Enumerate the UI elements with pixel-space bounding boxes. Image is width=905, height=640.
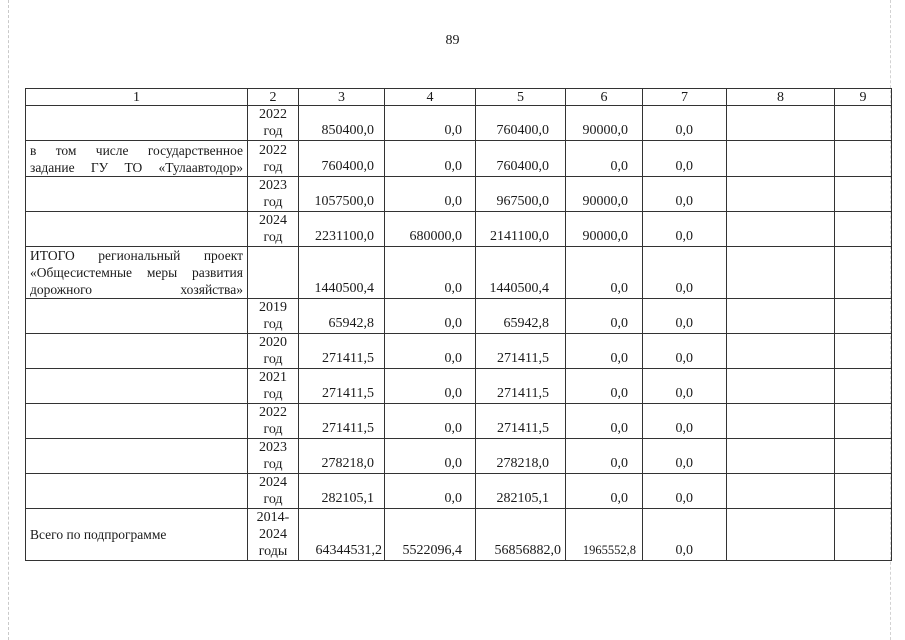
value-cell: 2141100,0 [476, 212, 566, 247]
row-year-cell [248, 177, 299, 212]
row-name-cell [26, 177, 248, 212]
value-cell [727, 212, 835, 247]
year-label: 2023 [259, 440, 287, 455]
table-row [26, 177, 892, 212]
value-cell: 90000,0 [566, 177, 643, 212]
value-cell: 0,0 [385, 299, 476, 334]
row-name-cell [26, 404, 248, 439]
value-cell [727, 474, 835, 509]
row-year-cell [248, 369, 299, 404]
value-cell [727, 106, 835, 141]
year-label: 2022 [259, 405, 287, 420]
value-cell: 271411,5 [476, 334, 566, 369]
table-row [26, 212, 892, 247]
value-cell: 0,0 [385, 247, 476, 299]
value-cell: 0,0 [643, 474, 727, 509]
table-row [26, 439, 892, 474]
value-cell [727, 439, 835, 474]
row-name-cell [26, 334, 248, 369]
row-year-cell [248, 334, 299, 369]
value-cell: 65942,8 [299, 299, 385, 334]
year-label: год [263, 230, 283, 245]
value-cell: 282105,1 [299, 474, 385, 509]
row-name-cell: ИТОГО региональный проект «Общесистемные меры развития дорожного хозяйства» [26, 247, 248, 299]
value-cell: 0,0 [566, 369, 643, 404]
year-label: год [263, 422, 283, 437]
value-cell: 282105,1 [476, 474, 566, 509]
row-name-cell [26, 299, 248, 334]
total-row [26, 509, 892, 561]
value-cell [835, 369, 892, 404]
year-label: 2014- [256, 510, 290, 525]
header-cell: 1 [26, 89, 248, 106]
row-year-cell [248, 141, 299, 177]
total-value-cell: 5522096,4 [385, 509, 476, 561]
value-cell: 271411,5 [299, 334, 385, 369]
value-cell: 760400,0 [476, 106, 566, 141]
header-cell: 6 [566, 89, 643, 106]
table-row [26, 334, 892, 369]
total-value-cell: 1965552,8 [566, 509, 643, 561]
value-cell: 0,0 [643, 439, 727, 474]
value-cell: 0,0 [566, 141, 643, 177]
value-cell [835, 141, 892, 177]
row-name-cell [26, 474, 248, 509]
year-label: 2021 [259, 370, 287, 385]
row-year-cell [248, 106, 299, 141]
table-row [26, 474, 892, 509]
value-cell: 1440500,4 [476, 247, 566, 299]
value-cell: 2231100,0 [299, 212, 385, 247]
value-cell: 278218,0 [476, 439, 566, 474]
total-value-cell: 56856882,0 [476, 509, 566, 561]
value-cell: 0,0 [385, 474, 476, 509]
value-cell [727, 299, 835, 334]
table-row [26, 299, 892, 334]
value-cell: 0,0 [566, 299, 643, 334]
value-cell [835, 404, 892, 439]
value-cell: 0,0 [385, 177, 476, 212]
value-cell: 1057500,0 [299, 177, 385, 212]
total-value-cell [835, 509, 892, 561]
value-cell [835, 177, 892, 212]
value-cell: 90000,0 [566, 212, 643, 247]
value-cell [835, 474, 892, 509]
row-name-cell [26, 106, 248, 141]
value-cell: 850400,0 [299, 106, 385, 141]
year-label: год [263, 195, 283, 210]
table-row [26, 141, 892, 177]
value-cell: 0,0 [566, 439, 643, 474]
total-value-cell: 64344531,2 [299, 509, 385, 561]
total-value-cell [727, 509, 835, 561]
year-label: год [263, 160, 283, 175]
value-cell [727, 404, 835, 439]
year-label: год [263, 457, 283, 472]
year-label: год [263, 387, 283, 402]
row-name-cell [26, 212, 248, 247]
header-cell: 5 [476, 89, 566, 106]
year-label: 2022 [259, 107, 287, 122]
value-cell [835, 212, 892, 247]
value-cell: 271411,5 [476, 369, 566, 404]
budget-table [25, 88, 892, 561]
value-cell: 90000,0 [566, 106, 643, 141]
header-cell: 4 [385, 89, 476, 106]
header-cell: 7 [643, 89, 727, 106]
value-cell: 0,0 [385, 141, 476, 177]
value-cell: 0,0 [643, 141, 727, 177]
year-label: 2024 [259, 527, 287, 542]
year-label: год [263, 352, 283, 367]
value-cell: 0,0 [643, 299, 727, 334]
year-label: год [263, 317, 283, 332]
table-row [26, 247, 892, 299]
header-cell: 2 [248, 89, 299, 106]
row-year-cell [248, 247, 299, 299]
year-label: годы [258, 544, 288, 559]
header-row [26, 89, 892, 106]
value-cell [835, 334, 892, 369]
value-cell: 0,0 [643, 369, 727, 404]
row-year-cell [248, 212, 299, 247]
row-year-cell [248, 439, 299, 474]
row-name-cell [26, 369, 248, 404]
year-label: 2022 [259, 143, 287, 158]
value-cell: 278218,0 [299, 439, 385, 474]
value-cell: 967500,0 [476, 177, 566, 212]
table-row [26, 106, 892, 141]
value-cell: 0,0 [643, 404, 727, 439]
value-cell: 680000,0 [385, 212, 476, 247]
value-cell: 0,0 [643, 212, 727, 247]
header-cell: 8 [727, 89, 835, 106]
value-cell: 760400,0 [476, 141, 566, 177]
row-year-cell [248, 474, 299, 509]
table-row [26, 404, 892, 439]
value-cell: 0,0 [385, 106, 476, 141]
value-cell: 0,0 [385, 439, 476, 474]
value-cell: 0,0 [643, 106, 727, 141]
row-name-cell [26, 439, 248, 474]
value-cell: 0,0 [643, 177, 727, 212]
value-cell [727, 369, 835, 404]
value-cell: 0,0 [643, 247, 727, 299]
value-cell [727, 334, 835, 369]
header-cell: 3 [299, 89, 385, 106]
value-cell [835, 247, 892, 299]
value-cell: 0,0 [385, 369, 476, 404]
row-year-cell [248, 404, 299, 439]
value-cell: 0,0 [566, 247, 643, 299]
row-year-cell [248, 299, 299, 334]
year-label: 2019 [259, 300, 287, 315]
year-label: год [263, 124, 283, 139]
value-cell: 760400,0 [299, 141, 385, 177]
year-label: 2024 [259, 475, 287, 490]
row-name-cell: в том числе государственное задание ГУ ТО «Тулаавтодор» [26, 141, 248, 177]
year-label: 2024 [259, 213, 287, 228]
value-cell: 65942,8 [476, 299, 566, 334]
value-cell [727, 141, 835, 177]
total-year-cell [248, 509, 299, 561]
value-cell: 0,0 [385, 404, 476, 439]
header-cell: 9 [835, 89, 892, 106]
value-cell [727, 177, 835, 212]
value-cell: 0,0 [566, 474, 643, 509]
value-cell [835, 439, 892, 474]
value-cell [835, 299, 892, 334]
value-cell: 271411,5 [299, 404, 385, 439]
value-cell: 271411,5 [476, 404, 566, 439]
value-cell: 271411,5 [299, 369, 385, 404]
value-cell: 0,0 [385, 334, 476, 369]
year-label: 2020 [259, 335, 287, 350]
year-label: 2023 [259, 178, 287, 193]
value-cell [727, 247, 835, 299]
left-margin-line [8, 0, 9, 640]
value-cell: 0,0 [566, 404, 643, 439]
total-name-cell: Всего по подпрограмме [26, 509, 248, 561]
value-cell: 0,0 [643, 334, 727, 369]
value-cell: 1440500,4 [299, 247, 385, 299]
value-cell [835, 106, 892, 141]
year-label: год [263, 492, 283, 507]
value-cell: 0,0 [566, 334, 643, 369]
total-value-cell: 0,0 [643, 509, 727, 561]
table-row [26, 369, 892, 404]
page-number: 89 [445, 33, 460, 48]
